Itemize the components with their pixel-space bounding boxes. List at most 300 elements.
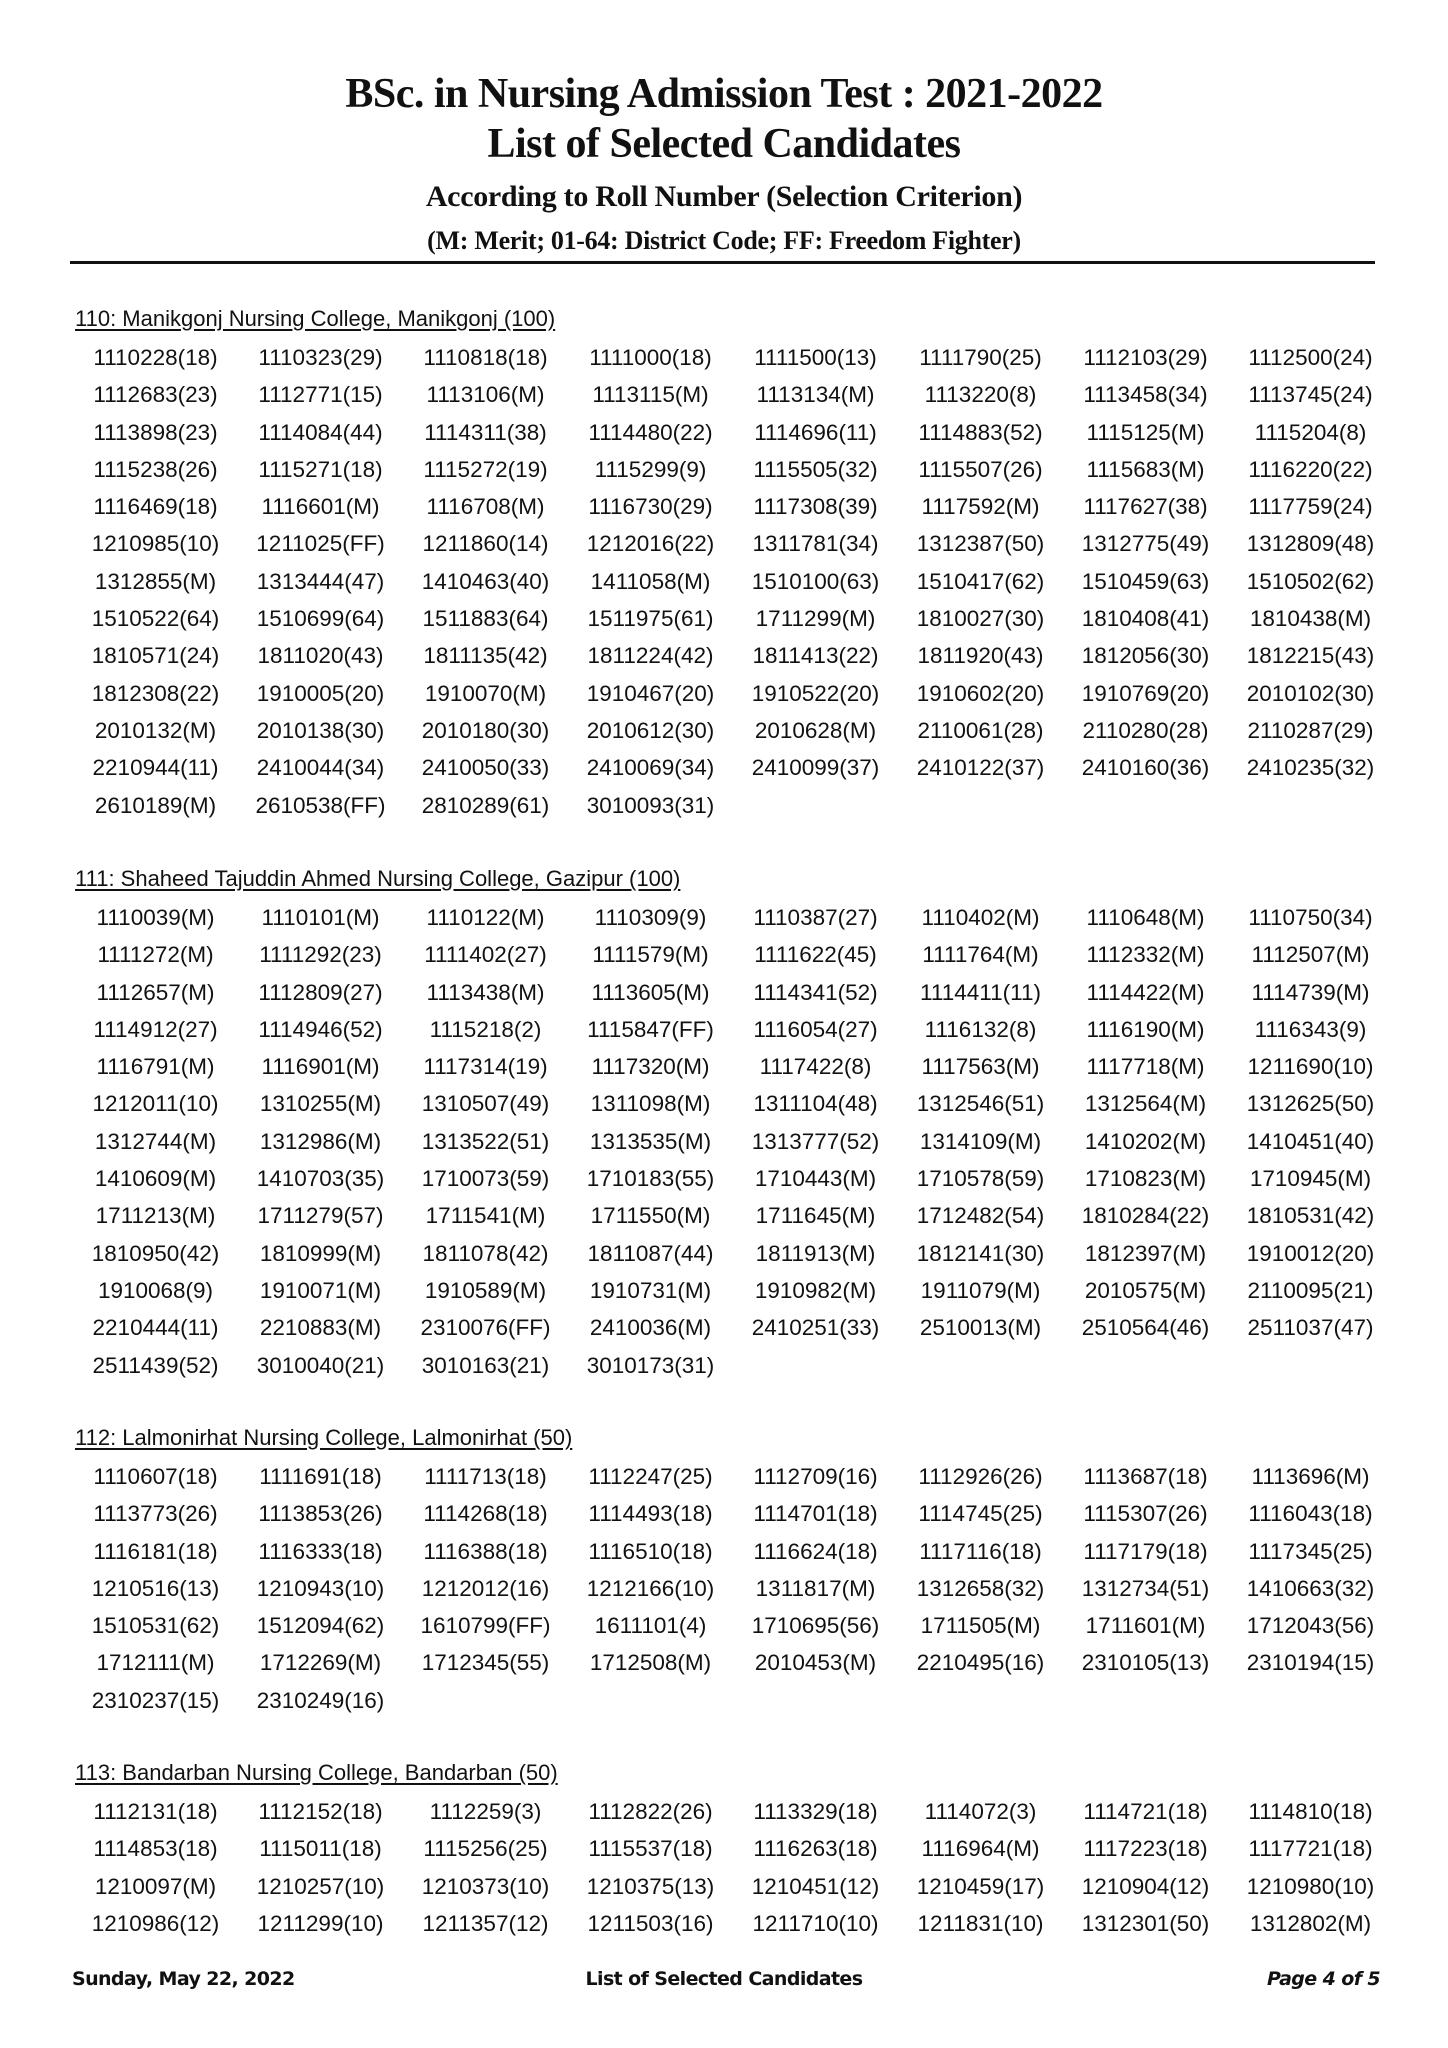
roll-row (73, 451, 1393, 488)
roll-row (73, 936, 1393, 973)
roll-entry: 1114721(18) (1083, 1799, 1208, 1824)
roll-entry: 1312387(50) (916, 531, 1045, 557)
roll-row (73, 1048, 1393, 1085)
roll-entry: 2610189(M) (94, 792, 217, 818)
roll-entry: 2210883(M) (259, 1315, 382, 1341)
roll-grid (73, 339, 1393, 824)
roll-entry: 1312734(51) (1081, 1575, 1210, 1601)
roll-entry: 1711550(M) (590, 1203, 711, 1229)
roll-entry: 1210943(10) (256, 1575, 385, 1601)
roll-entry: 1313522(51) (421, 1128, 550, 1154)
roll-entry: 1115847(FF) (587, 1016, 714, 1042)
footer-date: Sunday, May 22, 2022 (72, 1968, 295, 1990)
roll-entry: 1110039(M) (96, 905, 215, 930)
college-section-title: 112: Lalmonirhat Nursing College, Lalmonirhat (50) (75, 1425, 573, 1450)
roll-entry: 1314109(M) (919, 1128, 1042, 1154)
roll-entry: 2310237(15) (91, 1687, 220, 1713)
roll-entry: 1312546(51) (916, 1091, 1045, 1117)
roll-entry: 1410609(M) (94, 1166, 217, 1192)
roll-row (73, 1458, 1393, 1495)
roll-entry: 1112507(M) (1251, 942, 1370, 968)
roll-entry: 1211860(14) (422, 531, 549, 557)
roll-row (73, 339, 1393, 376)
roll-entry: 1811135(42) (423, 643, 548, 669)
roll-entry: 1112152(18) (258, 1799, 383, 1824)
roll-row (73, 675, 1393, 712)
roll-row (73, 1272, 1393, 1309)
roll-entry: 1114739(M) (1251, 979, 1370, 1005)
roll-entry: 2210444(11) (92, 1315, 219, 1341)
roll-entry: 1113696(M) (1251, 1464, 1370, 1489)
roll-entry: 3010173(31) (586, 1352, 715, 1378)
roll-entry: 1110101(M) (261, 905, 380, 930)
roll-entry: 1812056(30) (1081, 643, 1210, 669)
roll-entry: 3010040(21) (256, 1352, 385, 1378)
roll-entry: 1116708(M) (426, 494, 545, 520)
roll-entry: 1313777(52) (751, 1128, 880, 1154)
roll-entry: 1211503(16) (587, 1910, 714, 1936)
roll-entry: 1116791(M) (96, 1054, 215, 1080)
roll-row (73, 1644, 1393, 1681)
roll-entry: 1116220(22) (1248, 456, 1373, 482)
roll-entry: 1116263(18) (753, 1836, 878, 1862)
roll-entry: 2310076(FF) (420, 1315, 551, 1341)
roll-entry: 1116043(18) (1248, 1501, 1373, 1527)
roll-entry: 2110095(21) (1247, 1277, 1374, 1303)
roll-entry: 2410069(34) (586, 755, 715, 781)
roll-entry: 1112657(M) (96, 979, 215, 1005)
roll-entry: 2010612(30) (586, 717, 715, 743)
roll-row (73, 1123, 1393, 1160)
roll-row (73, 1347, 1393, 1384)
roll-entry: 2110280(28) (1082, 717, 1209, 743)
roll-entry: 1711645(M) (755, 1203, 876, 1229)
roll-entry: 1712043(56) (1246, 1613, 1375, 1639)
roll-entry: 1711213(M) (95, 1203, 216, 1229)
roll-entry: 1114912(27) (93, 1016, 218, 1042)
roll-entry: 1210375(13) (586, 1873, 715, 1899)
roll-entry: 1210904(12) (1081, 1873, 1210, 1899)
header-divider (70, 261, 1375, 264)
roll-entry: 2410099(37) (751, 755, 880, 781)
roll-entry: 1111000(18) (589, 345, 712, 370)
roll-entry: 1113605(M) (591, 979, 710, 1005)
roll-entry: 1114493(18) (588, 1501, 713, 1527)
roll-row (73, 563, 1393, 600)
roll-entry: 1117563(M) (921, 1054, 1040, 1080)
document-subtitle: List of Selected Candidates (487, 121, 961, 167)
roll-entry: 1114084(44) (258, 419, 383, 445)
roll-entry: 1910467(20) (586, 680, 715, 706)
roll-entry: 1112103(29) (1083, 345, 1208, 370)
roll-entry: 2310194(15) (1246, 1650, 1375, 1676)
roll-entry: 1113438(M) (426, 979, 545, 1005)
roll-entry: 1312802(M) (1249, 1910, 1372, 1936)
roll-entry: 1116333(18) (258, 1538, 383, 1564)
roll-entry: 1115204(8) (1254, 419, 1367, 445)
roll-entry: 1115125(M) (1086, 419, 1205, 445)
footer-page-number: Page 4 of 5 (1266, 1968, 1380, 1990)
roll-entry: 1117179(18) (1083, 1538, 1208, 1564)
roll-entry: 1115507(26) (918, 456, 1043, 482)
roll-row (73, 1830, 1393, 1867)
roll-entry: 2110287(29) (1247, 717, 1374, 743)
roll-row (73, 488, 1393, 525)
roll-entry: 1711505(M) (920, 1613, 1041, 1639)
roll-entry: 1112500(24) (1248, 345, 1373, 370)
roll-entry: 1111622(45) (754, 942, 877, 968)
roll-entry: 3010163(21) (421, 1352, 550, 1378)
roll-entry: 1711279(57) (257, 1203, 384, 1229)
roll-entry: 1512094(62) (256, 1613, 385, 1639)
roll-entry: 1112709(16) (753, 1464, 878, 1489)
roll-entry: 2210944(11) (92, 755, 219, 781)
roll-entry: 1111402(27) (424, 942, 547, 968)
roll-entry: 1114422(M) (1086, 979, 1205, 1005)
roll-entry: 1211025(FF) (256, 531, 385, 557)
roll-entry: 1117314(19) (423, 1054, 548, 1080)
roll-entry: 1111764(M) (922, 942, 1039, 968)
roll-row (73, 1160, 1393, 1197)
roll-entry: 1210257(10) (256, 1873, 385, 1899)
roll-entry: 1113329(18) (753, 1799, 878, 1824)
roll-entry: 1111292(23) (259, 942, 382, 968)
roll-entry: 1310255(M) (259, 1091, 382, 1117)
roll-entry: 2010180(30) (421, 717, 550, 743)
roll-entry: 1112771(15) (258, 382, 383, 408)
roll-entry: 1116730(29) (588, 494, 713, 520)
roll-entry: 1510417(62) (916, 568, 1045, 594)
roll-entry: 1110309(9) (594, 905, 707, 930)
roll-entry: 1710073(59) (421, 1166, 550, 1192)
roll-entry: 2210495(16) (916, 1650, 1045, 1676)
roll-row (73, 525, 1393, 562)
roll-entry: 1115307(26) (1083, 1501, 1208, 1527)
roll-entry: 1810531(42) (1246, 1203, 1375, 1229)
roll-entry: 1711601(M) (1085, 1613, 1206, 1639)
roll-entry: 1113134(M) (756, 382, 875, 408)
roll-entry: 1611101(4) (594, 1613, 707, 1639)
roll-entry: 1910012(20) (1246, 1240, 1375, 1266)
roll-entry: 1112683(23) (93, 382, 218, 408)
roll-entry: 1114946(52) (258, 1016, 383, 1042)
roll-entry: 1116388(18) (423, 1538, 548, 1564)
roll-entry: 1511883(64) (422, 606, 549, 632)
roll-entry: 1712111(M) (96, 1650, 215, 1676)
roll-entry: 2610538(FF) (255, 792, 386, 818)
roll-entry: 2410251(33) (751, 1315, 880, 1341)
roll-entry: 1114810(18) (1248, 1799, 1373, 1824)
roll-grid (73, 899, 1393, 1384)
roll-entry: 1311817(M) (755, 1575, 876, 1601)
roll-row (73, 414, 1393, 451)
roll-entry: 1112259(3) (429, 1799, 542, 1824)
roll-row (73, 1793, 1393, 1830)
roll-entry: 1111500(13) (754, 345, 877, 370)
roll-entry: 1113115(M) (592, 382, 709, 408)
roll-entry: 1210451(12) (751, 1873, 880, 1899)
roll-entry: 1117320(M) (591, 1054, 710, 1080)
roll-entry: 1510699(64) (256, 606, 385, 632)
roll-entry: 1113773(26) (93, 1501, 218, 1527)
footer-title: List of Selected Candidates (585, 1968, 863, 1990)
roll-entry: 1312658(32) (916, 1575, 1045, 1601)
roll-entry: 1117592(M) (921, 494, 1040, 520)
roll-entry: 1114411(11) (920, 979, 1041, 1005)
roll-entry: 2010102(30) (1246, 680, 1375, 706)
roll-entry: 1117116(18) (919, 1538, 1042, 1564)
selection-criterion: According to Roll Number (Selection Criterion) (425, 180, 1023, 213)
roll-entry: 1110387(27) (753, 905, 878, 930)
roll-entry: 1411058(M) (590, 568, 711, 594)
roll-entry: 1114480(22) (588, 419, 713, 445)
roll-entry: 1410451(40) (1246, 1128, 1375, 1154)
roll-entry: 1116901(M) (261, 1054, 380, 1080)
roll-entry: 1113898(23) (93, 419, 218, 445)
roll-entry: 2511037(47) (1247, 1315, 1374, 1341)
roll-entry: 1712508(M) (589, 1650, 712, 1676)
roll-entry: 1810438(M) (1249, 606, 1372, 632)
roll-row (73, 1085, 1393, 1122)
roll-entry: 1110122(M) (426, 905, 545, 930)
roll-entry: 1812141(30) (916, 1240, 1045, 1266)
roll-entry: 2510564(46) (1081, 1315, 1210, 1341)
roll-entry: 1311098(M) (590, 1091, 711, 1117)
roll-entry: 1811020(43) (257, 643, 384, 669)
college-section-title: 113: Bandarban Nursing College, Bandarban (50) (75, 1760, 558, 1785)
roll-entry: 1910070(M) (424, 680, 547, 706)
roll-entry: 1710443(M) (754, 1166, 877, 1192)
roll-entry: 1110818(18) (423, 345, 548, 370)
roll-entry: 1110323(29) (258, 345, 383, 370)
roll-entry: 1211357(12) (422, 1910, 549, 1936)
roll-entry: 1311104(48) (753, 1091, 878, 1117)
roll-row (73, 1682, 1393, 1719)
roll-entry: 1114701(18) (753, 1501, 878, 1527)
roll-entry: 1811913(M) (755, 1240, 876, 1266)
roll-entry: 1115256(25) (423, 1836, 548, 1862)
roll-row (73, 1868, 1393, 1905)
roll-entry: 1113220(8) (924, 382, 1037, 408)
college-section-title: 110: Manikgonj Nursing College, Manikgonj (100) (75, 306, 556, 331)
roll-entry: 1210373(10) (421, 1873, 550, 1899)
roll-entry: 1211710(10) (752, 1910, 879, 1936)
roll-entry: 1910071(M) (259, 1277, 382, 1303)
roll-entry: 1112131(18) (93, 1799, 218, 1824)
roll-entry: 1510522(64) (91, 606, 220, 632)
roll-entry: 1117627(38) (1083, 494, 1208, 520)
roll-entry: 1115238(26) (93, 456, 218, 482)
roll-entry: 1117721(18) (1248, 1836, 1373, 1862)
roll-entry: 1112926(26) (918, 1464, 1043, 1489)
roll-entry: 1710823(M) (1084, 1166, 1207, 1192)
roll-entry: 1811920(43) (917, 643, 1044, 669)
roll-entry: 1116469(18) (93, 494, 218, 520)
document-title: BSc. in Nursing Admission Test : 2021-2022 (345, 71, 1103, 117)
roll-entry: 1910005(20) (256, 680, 385, 706)
roll-entry: 1313535(M) (589, 1128, 712, 1154)
roll-entry: 1312564(M) (1084, 1091, 1207, 1117)
code-legend: (M: Merit; 01-64: District Code; FF: Freedom Fighter) (427, 226, 1021, 255)
roll-entry: 1811224(42) (587, 643, 714, 669)
roll-entry: 1313444(47) (256, 568, 385, 594)
roll-entry: 2110061(28) (917, 717, 1044, 743)
roll-entry: 1114883(52) (918, 419, 1043, 445)
roll-entry: 1115011(18) (259, 1836, 382, 1862)
roll-entry: 1711299(M) (755, 606, 876, 632)
roll-entry: 1810027(30) (916, 606, 1045, 632)
roll-entry: 1114745(25) (918, 1501, 1043, 1527)
roll-entry: 1114072(3) (924, 1799, 1037, 1824)
roll-entry: 1910731(M) (589, 1277, 712, 1303)
roll-row (73, 1011, 1393, 1048)
roll-entry: 1116132(8) (924, 1016, 1037, 1042)
roll-entry: 1812397(M) (1084, 1240, 1207, 1266)
roll-entry: 1910068(9) (97, 1277, 214, 1303)
roll-entry: 1116181(18) (93, 1538, 218, 1564)
roll-row (73, 637, 1393, 674)
roll-entry: 1212011(10) (92, 1091, 219, 1117)
roll-entry: 1116343(9) (1254, 1016, 1367, 1042)
roll-entry: 1111579(M) (592, 942, 709, 968)
roll-entry: 1212012(16) (421, 1575, 550, 1601)
roll-entry: 1312625(50) (1246, 1091, 1375, 1117)
roll-entry: 2410036(M) (589, 1315, 712, 1341)
roll-entry: 1711541(M) (425, 1203, 546, 1229)
roll-entry: 1910982(M) (754, 1277, 877, 1303)
roll-entry: 2410050(33) (421, 755, 550, 781)
roll-entry: 1211690(10) (1247, 1054, 1374, 1080)
roll-entry: 1116624(18) (753, 1538, 878, 1564)
roll-entry: 1117345(25) (1248, 1538, 1373, 1564)
roll-entry: 1110228(18) (93, 345, 218, 370)
roll-entry: 3010093(31) (586, 792, 715, 818)
roll-entry: 1710695(56) (751, 1613, 880, 1639)
roll-row (73, 899, 1393, 936)
roll-entry: 1117308(39) (753, 494, 878, 520)
roll-entry: 1115271(18) (258, 456, 383, 482)
roll-row (73, 1570, 1393, 1607)
roll-entry: 1112332(M) (1086, 942, 1205, 968)
roll-entry: 1812215(43) (1246, 643, 1375, 669)
roll-entry: 1410703(35) (256, 1166, 385, 1192)
roll-entry: 2410122(37) (916, 755, 1045, 781)
roll-entry: 1116510(18) (588, 1538, 713, 1564)
roll-entry: 1312775(49) (1081, 531, 1210, 557)
roll-entry: 1211299(10) (257, 1910, 384, 1936)
roll-entry: 1910769(20) (1081, 680, 1210, 706)
roll-entry: 1212016(22) (586, 531, 715, 557)
roll-entry: 2010453(M) (754, 1650, 877, 1676)
roll-grid (73, 1793, 1393, 1942)
roll-entry: 1115537(18) (588, 1836, 713, 1862)
roll-entry: 1610799(FF) (420, 1613, 551, 1639)
roll-entry: 1312855(M) (94, 568, 217, 594)
roll-entry: 1810571(24) (91, 643, 220, 669)
roll-entry: 1712345(55) (421, 1650, 550, 1676)
roll-entry: 2010628(M) (754, 717, 877, 743)
roll-entry: 1110607(18) (93, 1464, 218, 1489)
roll-entry: 2010138(30) (256, 717, 385, 743)
roll-entry: 1811087(44) (587, 1240, 714, 1266)
roll-entry: 1210097(M) (94, 1873, 217, 1899)
roll-entry: 1111691(18) (259, 1464, 382, 1489)
roll-row (73, 974, 1393, 1011)
roll-entry: 2010132(M) (94, 717, 217, 743)
roll-entry: 1510459(63) (1081, 568, 1210, 594)
roll-entry: 1116964(M) (921, 1836, 1040, 1862)
roll-entry: 1910589(M) (424, 1277, 547, 1303)
roll-entry: 1114311(38) (424, 419, 547, 445)
roll-entry: 1116601(M) (261, 494, 380, 520)
roll-entry: 1113106(M) (426, 382, 545, 408)
roll-entry: 1110402(M) (921, 905, 1040, 930)
roll-row (73, 712, 1393, 749)
roll-entry: 1312301(50) (1081, 1910, 1210, 1936)
roll-entry: 1710945(M) (1249, 1166, 1372, 1192)
roll-entry: 1810284(22) (1081, 1203, 1210, 1229)
roll-entry: 1113458(34) (1083, 382, 1208, 408)
roll-entry: 1811078(42) (422, 1240, 549, 1266)
roll-entry: 1210980(10) (1246, 1873, 1375, 1899)
roll-entry: 1112247(25) (588, 1464, 713, 1489)
roll-entry: 1111272(M) (97, 942, 214, 968)
roll-entry: 1115299(9) (594, 456, 707, 482)
roll-entry: 1111713(18) (424, 1464, 547, 1489)
roll-entry: 1111790(25) (919, 345, 1042, 370)
roll-entry: 1510502(62) (1246, 568, 1375, 594)
roll-entry: 1312744(M) (94, 1128, 217, 1154)
roll-row (73, 1235, 1393, 1272)
roll-row (73, 1905, 1393, 1942)
roll-entry: 1110648(M) (1086, 905, 1205, 930)
roll-entry: 1712482(54) (916, 1203, 1045, 1229)
roll-entry: 1117422(8) (759, 1054, 872, 1080)
roll-entry: 1116190(M) (1086, 1016, 1205, 1042)
roll-entry: 1310507(49) (421, 1091, 550, 1117)
roll-entry: 1211831(10) (917, 1910, 1044, 1936)
roll-entry: 1712269(M) (259, 1650, 382, 1676)
roll-entry: 1810999(M) (259, 1240, 382, 1266)
roll-entry: 1910602(20) (916, 680, 1045, 706)
roll-entry: 1115272(19) (423, 456, 548, 482)
roll-entry: 1410463(40) (421, 568, 550, 594)
roll-row (73, 1533, 1393, 1570)
roll-entry: 1312986(M) (259, 1128, 382, 1154)
roll-row (73, 1495, 1393, 1532)
roll-entry: 2410044(34) (256, 755, 385, 781)
roll-entry: 1114341(52) (753, 979, 878, 1005)
roll-entry: 1113687(18) (1083, 1464, 1208, 1489)
roll-entry: 1112809(27) (258, 979, 383, 1005)
roll-entry: 1117223(18) (1083, 1836, 1208, 1862)
roll-entry: 1114696(11) (754, 419, 877, 445)
college-section-title: 111: Shaheed Tajuddin Ahmed Nursing College, Gazipur (100) (75, 866, 681, 891)
roll-entry: 1312809(48) (1246, 531, 1375, 557)
roll-grid (73, 1458, 1393, 1719)
roll-entry: 1811413(22) (752, 643, 879, 669)
roll-entry: 2510013(M) (919, 1315, 1042, 1341)
roll-entry: 2810289(61) (421, 792, 550, 818)
roll-entry: 1112822(26) (588, 1799, 713, 1824)
roll-entry: 1113745(24) (1248, 382, 1373, 408)
roll-entry: 1511975(61) (587, 606, 714, 632)
roll-entry: 1812308(22) (91, 680, 220, 706)
roll-entry: 1911079(M) (920, 1277, 1041, 1303)
roll-row (73, 376, 1393, 413)
roll-row (73, 600, 1393, 637)
roll-entry: 1510100(63) (751, 568, 880, 594)
